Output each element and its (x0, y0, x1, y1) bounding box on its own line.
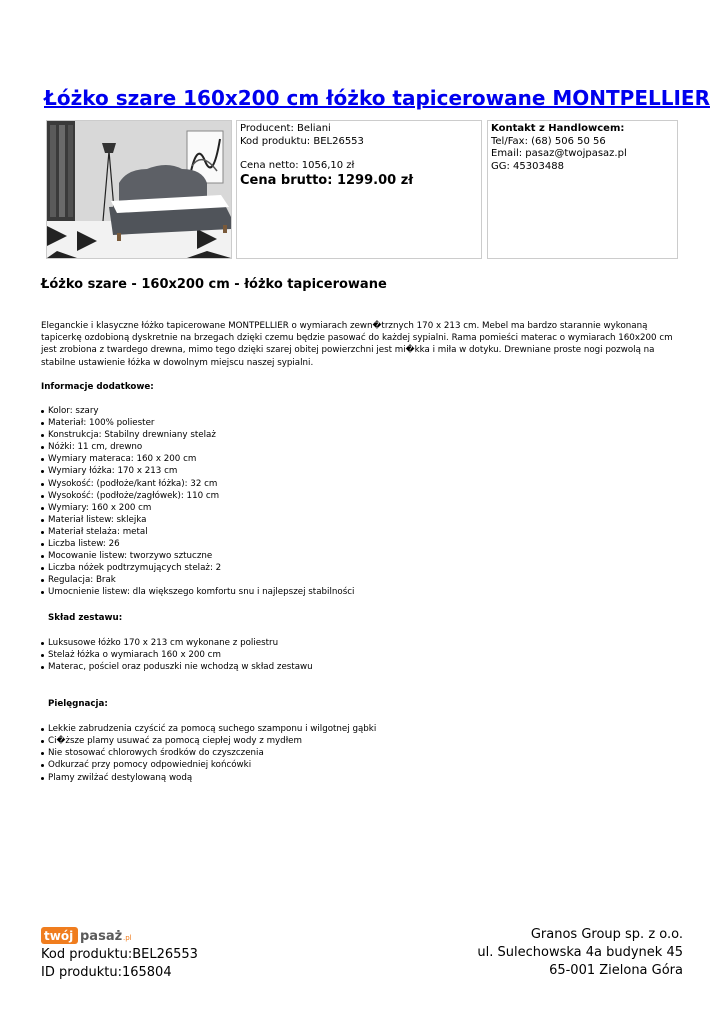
care-item: Ci�ższe plamy usuwać za pomocą ciepłej wody z mydłem (41, 735, 681, 747)
product-image (46, 120, 232, 259)
set-list (41, 637, 681, 673)
product-subtitle: Łóżko szare - 160x200 cm - łóżko tapicerowane (41, 277, 387, 292)
additional-info-item: Materiał: 100% poliester (41, 417, 681, 429)
contact-heading: Kontakt z Handlowcem: (491, 123, 625, 134)
twojpasaz-logo (41, 925, 161, 947)
company-street: ul. Sulechowska 4a budynek 45 (477, 945, 683, 960)
description-text: Eleganckie i klasyczne łóżko tapicerowane MONTPELLIER o wymiarach zewn�trznych 170 x 213 cm. Mebel ma bardzo starannie wykonaną tapicerkę ozdobioną dyskretnie na brzegach dzięki czemu będzie pasować do każdej sypialni. Rama pomieści materac o wymiarach 160x200 cm jest zrobiona z twardego drewna, mimo tego dzięki szarej obitej powierzchni jest mi�kka i miła w dotyku. Drewniane proste nogi pozwolą na stabilne ustawienie łóżka w dowolnym miejscu naszej sypialni. (41, 321, 673, 368)
additional-info-item: Wysokość: (podłoże/zagłówek): 110 cm (41, 490, 681, 502)
logo-graphic (41, 925, 161, 947)
page-title[interactable]: Łóżko szare 160x200 cm łóżko tapicerowane MONTPELLIER (44, 86, 710, 110)
footer-company-address (477, 926, 683, 980)
logo-text-part3: .pl (123, 934, 132, 942)
contact-gg: GG: 45303488 (491, 160, 564, 172)
care-list (41, 723, 681, 783)
additional-info-item: Wymiary: 160 x 200 cm (41, 502, 681, 514)
additional-info-item: Regulacja: Brak (41, 574, 681, 586)
bed-photo (47, 121, 231, 258)
footer-codes (41, 946, 198, 982)
contact-box (487, 120, 678, 259)
set-item: Materac, pościel oraz poduszki nie wchodzą w skład zestawu (41, 661, 681, 673)
price-net: Cena netto: 1056,10 zł (240, 160, 355, 171)
additional-info-heading: Informacje dodatkowe: (41, 381, 154, 392)
additional-info-item: Liczba nóżek podtrzymujących stelaż: 2 (41, 562, 681, 574)
set-item: Luksusowe łóżko 170 x 213 cm wykonane z poliestru (41, 637, 681, 649)
footer-product-id: ID produktu:165804 (41, 965, 172, 980)
care-item: Nie stosować chlorowych środków do czyszczenia (41, 747, 681, 759)
additional-info-item: Wymiary łóżka: 170 x 213 cm (41, 465, 681, 477)
description-section (41, 320, 681, 784)
producer: Producent: Beliani (240, 123, 331, 134)
product-info-box (236, 120, 482, 259)
contact-email: Email: pasaz@twojpasaz.pl (491, 148, 627, 159)
additional-info-item: Konstrukcja: Stabilny drewniany stelaż (41, 429, 681, 441)
set-heading: Skład zestawu: (48, 612, 123, 623)
care-heading: Pielęgnacja: (48, 699, 108, 709)
company-name: Granos Group sp. z o.o. (530, 927, 683, 942)
additional-info-item: Wysokość: (podłoże/kant łóżka): 32 cm (41, 478, 681, 490)
care-item: Lekkie zabrudzenia czyścić za pomocą suchego szamponu i wilgotnej gąbki (41, 723, 681, 735)
care-item: Odkurzać przy pomocy odpowiedniej końcówki (41, 759, 681, 771)
logo-text-part1: twój (44, 929, 74, 943)
additional-info-item: Umocnienie listew: dla większego komfortu snu i najlepszej stabilności (41, 586, 681, 598)
additional-info-item: Mocowanie listew: tworzywo sztuczne (41, 550, 681, 562)
additional-info-item: Liczba listew: 26 (41, 538, 681, 550)
set-item: Stelaż łóżka o wymiarach 160 x 200 cm (41, 649, 681, 661)
logo-text-part2: pasaż (80, 929, 123, 944)
contact-tel: Tel/Fax: (68) 506 50 56 (491, 135, 606, 147)
care-item: Plamy zwilżać destylowaną wodą (41, 772, 681, 784)
additional-info-item: Materiał stelaża: metal (41, 526, 681, 538)
company-city: 65-001 Zielona Góra (549, 963, 683, 978)
additional-info-list (41, 405, 681, 599)
price-gross: Cena brutto: 1299.00 zł (240, 172, 414, 188)
additional-info-item: Wymiary materaca: 160 x 200 cm (41, 453, 681, 465)
product-code: Kod produktu: BEL26553 (240, 135, 364, 147)
additional-info-item: Nóżki: 11 cm, drewno (41, 441, 681, 453)
additional-info-item: Materiał listew: sklejka (41, 514, 681, 526)
additional-info-item: Kolor: szary (41, 405, 681, 417)
footer-product-code: Kod produktu:BEL26553 (41, 947, 198, 962)
